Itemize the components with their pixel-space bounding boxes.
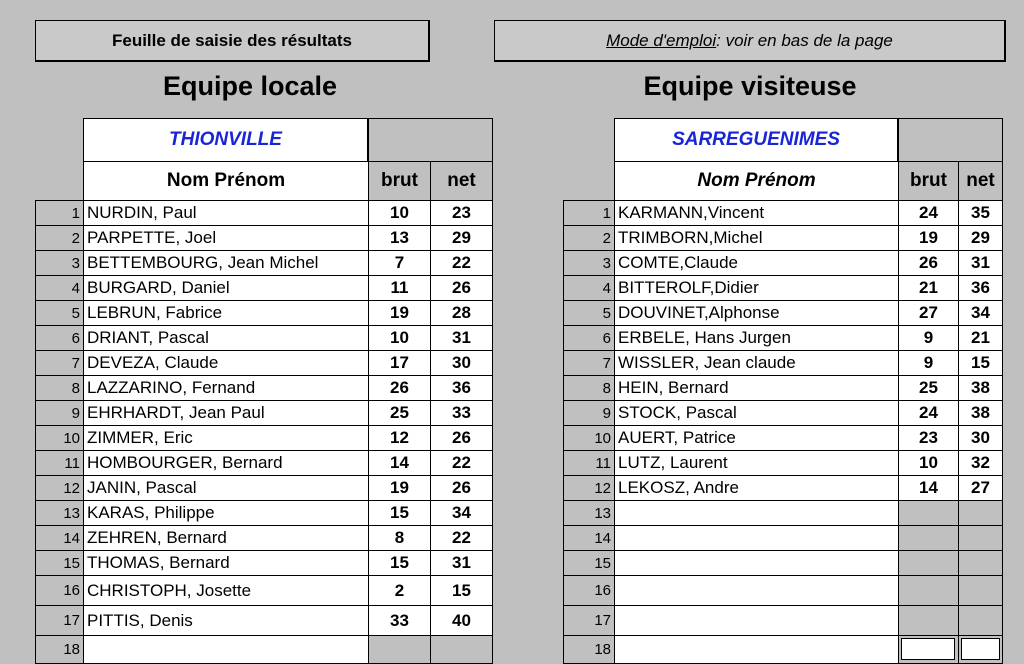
visitor-row-net[interactable]: 36 [958, 275, 1003, 301]
visitor-row-brut[interactable]: 21 [898, 275, 959, 301]
local-row-name[interactable]: HOMBOURGER, Bernard [83, 450, 369, 476]
visitor-row-number: 3 [563, 250, 615, 276]
local-row-brut[interactable]: 10 [368, 325, 431, 351]
instructions-box[interactable] [494, 20, 1006, 62]
local-row-brut[interactable]: 11 [368, 275, 431, 301]
local-row-number: 3 [35, 250, 84, 276]
local-row-number: 17 [35, 605, 84, 636]
local-row-number: 16 [35, 575, 84, 606]
visitor-row-brut[interactable] [898, 605, 959, 636]
local-row-brut[interactable]: 2 [368, 575, 431, 606]
visitor-row-net[interactable]: 32 [958, 450, 1003, 476]
visitor-row-number: 5 [563, 300, 615, 326]
visitor-row-net[interactable] [958, 550, 1003, 576]
visitor-empty-score-box[interactable] [901, 638, 955, 660]
local-row-net[interactable]: 40 [430, 605, 493, 636]
local-row-name[interactable]: THOMAS, Bernard [83, 550, 369, 576]
visitor-row-brut[interactable] [898, 500, 959, 526]
local-team-heading: Equipe locale [162, 70, 338, 101]
visitor-row-name[interactable]: AUERT, Patrice [614, 425, 899, 451]
local-row-brut[interactable]: 7 [368, 250, 431, 276]
local-row-net[interactable]: 29 [430, 225, 493, 251]
local-row-number: 4 [35, 275, 84, 301]
local-row-name[interactable]: BETTEMBOURG, Jean Michel [83, 250, 369, 276]
visitor-row-name[interactable]: LUTZ, Laurent [614, 450, 899, 476]
local-row-brut[interactable]: 25 [368, 400, 431, 426]
local-row-name[interactable]: LEBRUN, Fabrice [83, 300, 369, 326]
local-row-net[interactable]: 23 [430, 200, 493, 226]
visitor-row-number: 6 [563, 325, 615, 351]
local-row-net[interactable]: 34 [430, 500, 493, 526]
local-row-number: 15 [35, 550, 84, 576]
local-row-net[interactable]: 22 [430, 525, 493, 551]
visitor-row-net[interactable]: 35 [958, 200, 1003, 226]
local-col-net: net [430, 161, 493, 201]
visitor-row-brut[interactable]: 14 [898, 475, 959, 501]
visitor-row-name[interactable]: ERBELE, Hans Jurgen [614, 325, 899, 351]
visitor-row-name[interactable]: COMTE,Claude [614, 250, 899, 276]
local-row-net[interactable]: 22 [430, 450, 493, 476]
visitor-row-net[interactable]: 31 [958, 250, 1003, 276]
local-row-brut[interactable]: 15 [368, 500, 431, 526]
local-row-number: 8 [35, 375, 84, 401]
visitor-row-brut[interactable]: 10 [898, 450, 959, 476]
local-row-brut[interactable]: 15 [368, 550, 431, 576]
local-row-brut[interactable]: 26 [368, 375, 431, 401]
local-row-name[interactable]: KARAS, Philippe [83, 500, 369, 526]
local-row-net[interactable]: 30 [430, 350, 493, 376]
visitor-row-number: 8 [563, 375, 615, 401]
visitor-row-brut[interactable] [898, 550, 959, 576]
local-row-number: 18 [35, 635, 84, 664]
visitor-row-name[interactable] [614, 500, 899, 526]
local-row-name[interactable]: ZIMMER, Eric [83, 425, 369, 451]
local-row-net[interactable]: 22 [430, 250, 493, 276]
visitor-row-number: 13 [563, 500, 615, 526]
visitor-row-number: 15 [563, 550, 615, 576]
local-row-net[interactable]: 26 [430, 275, 493, 301]
visitor-row-net[interactable]: 34 [958, 300, 1003, 326]
visitor-row-name[interactable] [614, 605, 899, 636]
local-header-blank [368, 118, 493, 162]
local-row-brut[interactable]: 19 [368, 300, 431, 326]
visitor-row-number: 2 [563, 225, 615, 251]
visitor-row-net[interactable] [958, 525, 1003, 551]
local-row-brut[interactable]: 12 [368, 425, 431, 451]
visitor-row-name[interactable]: DOUVINET,Alphonse [614, 300, 899, 326]
visitor-row-number: 4 [563, 275, 615, 301]
local-row-number: 10 [35, 425, 84, 451]
local-col-brut: brut [368, 161, 431, 201]
visitor-col-net: net [958, 161, 1003, 201]
local-row-net[interactable]: 26 [430, 475, 493, 501]
local-row-net[interactable]: 31 [430, 550, 493, 576]
visitor-row-net[interactable]: 30 [958, 425, 1003, 451]
local-row-brut[interactable]: 17 [368, 350, 431, 376]
visitor-row-net[interactable]: 38 [958, 400, 1003, 426]
local-row-number: 1 [35, 200, 84, 226]
local-row-net[interactable]: 33 [430, 400, 493, 426]
local-row-net[interactable]: 36 [430, 375, 493, 401]
visitor-row-name[interactable]: STOCK, Pascal [614, 400, 899, 426]
local-row-number: 7 [35, 350, 84, 376]
visitor-row-number: 9 [563, 400, 615, 426]
visitor-row-name[interactable]: BITTEROLF,Didier [614, 275, 899, 301]
visitor-row-brut[interactable]: 25 [898, 375, 959, 401]
visitor-row-number: 1 [563, 200, 615, 226]
visitor-row-net[interactable]: 15 [958, 350, 1003, 376]
local-row-number: 6 [35, 325, 84, 351]
visitor-row-number: 17 [563, 605, 615, 636]
local-row-name[interactable]: JANIN, Pascal [83, 475, 369, 501]
visitor-header-blank [898, 118, 1003, 162]
local-team-name: THIONVILLE [83, 118, 368, 162]
local-row-name[interactable]: PARPETTE, Joel [83, 225, 369, 251]
visitor-row-net[interactable] [958, 575, 1003, 606]
local-row-name[interactable]: LAZZARINO, Fernand [83, 375, 369, 401]
visitor-row-number: 11 [563, 450, 615, 476]
visitor-row-number: 7 [563, 350, 615, 376]
local-row-name[interactable]: NURDIN, Paul [83, 200, 369, 226]
visitor-row-brut[interactable]: 24 [898, 400, 959, 426]
visitor-col-name: Nom Prénom [614, 161, 899, 201]
visitor-row-brut[interactable]: 9 [898, 350, 959, 376]
visitor-row-number: 12 [563, 475, 615, 501]
local-row-brut[interactable]: 8 [368, 525, 431, 551]
visitor-row-net[interactable]: 29 [958, 225, 1003, 251]
visitor-row-net[interactable]: 27 [958, 475, 1003, 501]
visitor-row-brut[interactable]: 27 [898, 300, 959, 326]
instructions-text: : voir en bas de la page [716, 30, 893, 50]
visitor-row-net[interactable]: 38 [958, 375, 1003, 401]
visitor-row-name[interactable] [614, 525, 899, 551]
local-row-number: 2 [35, 225, 84, 251]
local-row-brut[interactable]: 33 [368, 605, 431, 636]
local-row-net[interactable]: 26 [430, 425, 493, 451]
visitor-team-name: SARREGUENIMES [614, 118, 898, 162]
local-row-name[interactable]: BURGARD, Daniel [83, 275, 369, 301]
visitor-row-name[interactable]: WISSLER, Jean claude [614, 350, 899, 376]
local-row-number: 13 [35, 500, 84, 526]
local-row-number: 11 [35, 450, 84, 476]
visitor-row-brut[interactable]: 26 [898, 250, 959, 276]
visitor-row-name[interactable]: TRIMBORN,Michel [614, 225, 899, 251]
local-row-number: 14 [35, 525, 84, 551]
visitor-empty-score-box[interactable] [961, 638, 1000, 660]
local-row-number: 5 [35, 300, 84, 326]
visitor-team-heading: Equipe visiteuse [643, 70, 857, 101]
local-row-net[interactable]: 31 [430, 325, 493, 351]
visitor-row-name[interactable] [614, 550, 899, 576]
visitor-row-brut[interactable] [898, 525, 959, 551]
local-row-number: 12 [35, 475, 84, 501]
visitor-row-name[interactable]: KARMANN,Vincent [614, 200, 899, 226]
visitor-row-number: 16 [563, 575, 615, 606]
instructions-link[interactable]: Mode d'emploi [606, 30, 717, 50]
sheet-title: Feuille de saisie des résultats [111, 30, 352, 50]
visitor-row-brut[interactable]: 24 [898, 200, 959, 226]
local-row-brut[interactable]: 13 [368, 225, 431, 251]
local-row-net[interactable]: 15 [430, 575, 493, 606]
local-row-number: 9 [35, 400, 84, 426]
visitor-row-brut[interactable] [898, 575, 959, 606]
local-row-name[interactable]: DEVEZA, Claude [83, 350, 369, 376]
visitor-row-brut[interactable]: 23 [898, 425, 959, 451]
local-col-name: Nom Prénom [83, 161, 369, 201]
visitor-row-name[interactable]: LEKOSZ, Andre [614, 475, 899, 501]
local-row-name[interactable]: ZEHREN, Bernard [83, 525, 369, 551]
visitor-row-brut[interactable]: 9 [898, 325, 959, 351]
local-row-brut[interactable]: 14 [368, 450, 431, 476]
visitor-row-name[interactable] [614, 575, 899, 606]
visitor-row-net[interactable] [958, 500, 1003, 526]
visitor-row-name[interactable]: HEIN, Bernard [614, 375, 899, 401]
visitor-col-brut: brut [898, 161, 959, 201]
visitor-row-number: 10 [563, 425, 615, 451]
visitor-row-net[interactable]: 21 [958, 325, 1003, 351]
visitor-row-net[interactable] [958, 605, 1003, 636]
local-row-brut[interactable]: 10 [368, 200, 431, 226]
sheet-title-box [35, 20, 430, 62]
local-row-name[interactable]: PITTIS, Denis [83, 605, 369, 636]
visitor-row-brut[interactable]: 19 [898, 225, 959, 251]
local-row-name[interactable]: DRIANT, Pascal [83, 325, 369, 351]
local-row-net[interactable]: 28 [430, 300, 493, 326]
local-row-brut[interactable]: 19 [368, 475, 431, 501]
visitor-row-number: 14 [563, 525, 615, 551]
local-row-name[interactable]: CHRISTOPH, Josette [83, 575, 369, 606]
visitor-row-number: 18 [563, 635, 615, 664]
local-row-name[interactable]: EHRHARDT, Jean Paul [83, 400, 369, 426]
